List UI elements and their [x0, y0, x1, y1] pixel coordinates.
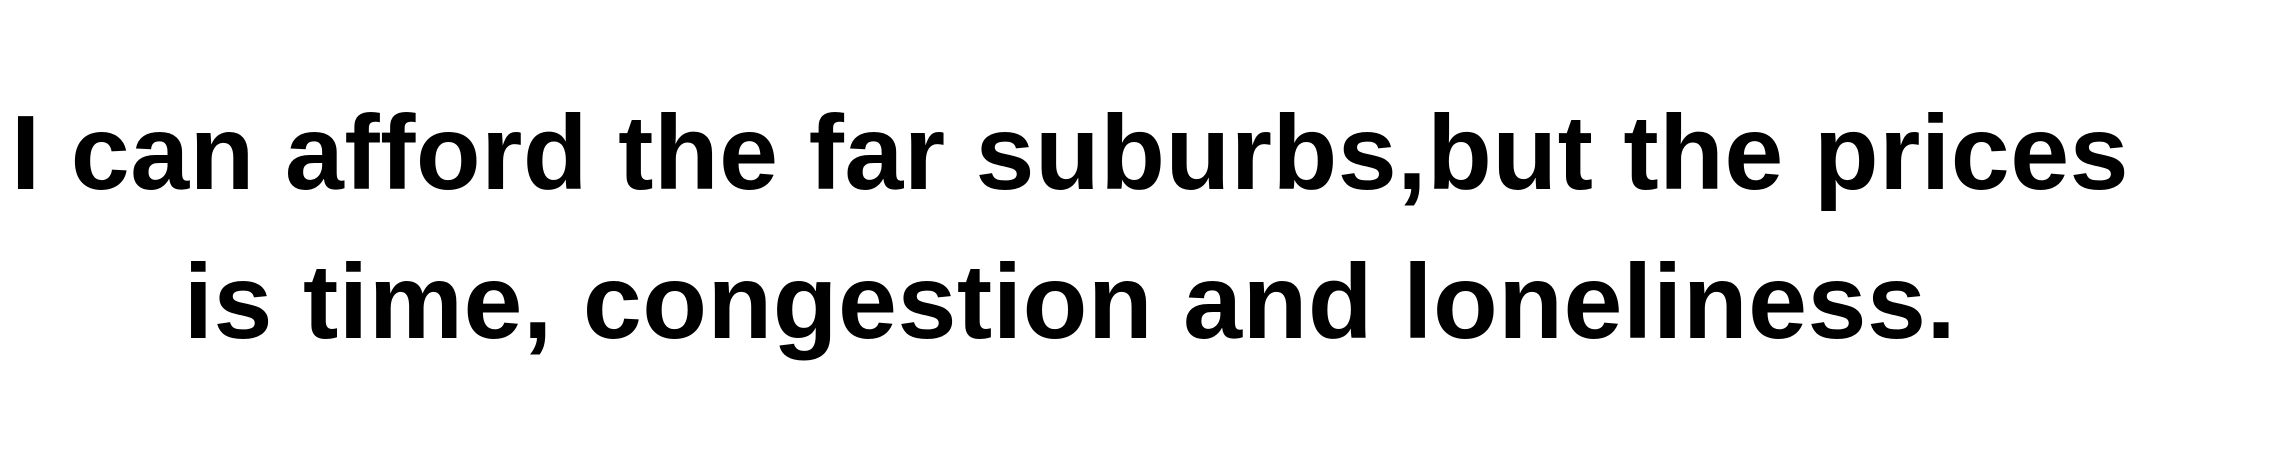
quote-line-2: is time, congestion and loneliness. — [183, 243, 1957, 361]
quote-line-1: I can afford the far suburbs,but the prices — [10, 94, 2130, 212]
